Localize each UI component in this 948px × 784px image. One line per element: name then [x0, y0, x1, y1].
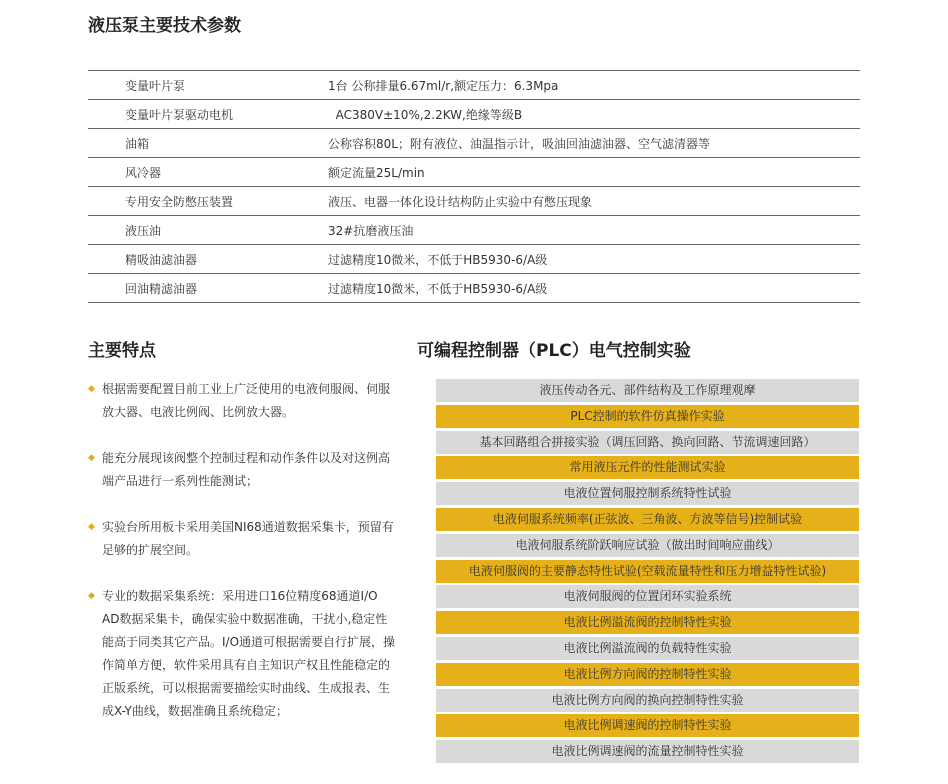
plc-item: 电液位置伺服控制系统特性试验: [436, 482, 859, 505]
plc-experiment-list: [436, 379, 859, 766]
table-row: [88, 71, 860, 100]
spec-value-cell: 32#抗磨液压油: [328, 223, 414, 238]
plc-item: 电液比例方向阀的换向控制特性实验: [436, 689, 859, 712]
spec-name-cell: 风冷器: [125, 165, 162, 180]
plc-item: PLC控制的软件仿真操作实验: [436, 405, 859, 428]
table-row: [88, 187, 860, 216]
diamond-bullet-icon: ◆: [88, 522, 95, 532]
plc-item: 电液比例调速阀的流量控制特性实验: [436, 740, 859, 763]
spec-table: [88, 70, 860, 303]
plc-item: 电液比例溢流阀的负载特性实验: [436, 637, 859, 660]
plc-section-title: 可编程控制器（PLC）电气控制实验: [417, 341, 691, 361]
spec-name-cell: 专用安全防憋压装置: [125, 194, 234, 209]
diamond-bullet-icon: ◆: [88, 591, 95, 601]
table-row: [88, 274, 860, 303]
diamond-bullet-icon: ◆: [88, 384, 95, 394]
features-list: [88, 378, 398, 746]
spec-value-cell: 额定流量25L/min: [328, 165, 425, 180]
plc-item: 电液比例方向阀的控制特性实验: [436, 663, 859, 686]
spec-value-cell: 液压、电器一体化设计结构防止实验中有憋压现象: [328, 194, 593, 209]
spec-name-cell: 精吸油滤油器: [125, 252, 198, 267]
spec-name-cell: 油箱: [125, 136, 150, 151]
spec-value-cell: 1台 公称排量6.67ml/r,额定压力：6.3Mpa: [328, 78, 559, 93]
feature-text: 能充分展现该阀整个控制过程和动作条件以及对这例高端产品进行一系列性能测试；: [102, 451, 391, 488]
plc-item: 基本回路组合拼接实验（调压回路、换向回路、节流调速回路）: [436, 431, 859, 454]
list-item: [88, 516, 398, 562]
table-row: [88, 129, 860, 158]
spec-name-cell: 变量叶片泵: [125, 78, 186, 93]
spec-name-cell: 回油精滤油器: [125, 281, 198, 296]
feature-text: 实验台所用板卡采用美国NI68通道数据采集卡，预留有足够的扩展空间。: [102, 520, 394, 557]
table-row: [88, 158, 860, 187]
plc-item: 常用液压元件的性能测试实验: [436, 456, 859, 479]
spec-name-cell: 变量叶片泵驱动电机: [125, 107, 234, 122]
spec-value-cell: 过滤精度10微米，不低于HB5930-6/A级: [328, 252, 548, 267]
feature-text: 根据需要配置目前工业上广泛使用的电液伺服阀、伺服放大器、电液比例阀、比例放大器。: [102, 382, 391, 419]
features-section-title: 主要特点: [88, 341, 156, 361]
plc-item: 电液比例调速阀的控制特性实验: [436, 714, 859, 737]
list-item: [88, 378, 398, 424]
plc-item: 电液伺服阀的位置闭环实验系统: [436, 585, 859, 608]
feature-text: 专业的数据采集系统：采用进口16位精度68通道I/O AD数据采集卡，确保实验中数据准确，干扰小,稳定性能高于同类其它产品。I/O通道可根据需要自行扩展，操作简单方便，软件采用具有自主知识产权且性能稳定的正版系统，可以根据需要描绘实时曲线、生成报表、生成X-Y曲线，数据准确且系统稳定；: [102, 589, 396, 718]
table-row: [88, 216, 860, 245]
list-item: [88, 585, 398, 723]
spec-value-cell: 过滤精度10微米，不低于HB5930-6/A级: [328, 281, 548, 296]
plc-item: 电液伺服系统频率(正弦波、三角波、方波等信号)控制试验: [436, 508, 859, 531]
table-row: [88, 245, 860, 274]
spec-section-title: 液压泵主要技术参数: [88, 16, 241, 36]
plc-item: 液压传动各元、部件结构及工作原理观摩: [436, 379, 859, 402]
spec-value-cell: 公称容积80L；附有液位、油温指示计，吸油回油滤油器、空气滤清器等: [328, 136, 710, 151]
plc-item: 电液伺服系统阶跃响应试验（做出时间响应曲线）: [436, 534, 859, 557]
list-item: [88, 447, 398, 493]
plc-item: 电液伺服阀的主要静态特性试验(空载流量特性和压力增益特性试验): [436, 560, 859, 583]
diamond-bullet-icon: ◆: [88, 453, 95, 463]
table-row: [88, 100, 860, 129]
spec-value-cell: AC380V±10%,2.2KW,绝缘等级B: [328, 107, 523, 122]
plc-item: 电液比例溢流阀的控制特性实验: [436, 611, 859, 634]
spec-name-cell: 液压油: [125, 223, 162, 238]
